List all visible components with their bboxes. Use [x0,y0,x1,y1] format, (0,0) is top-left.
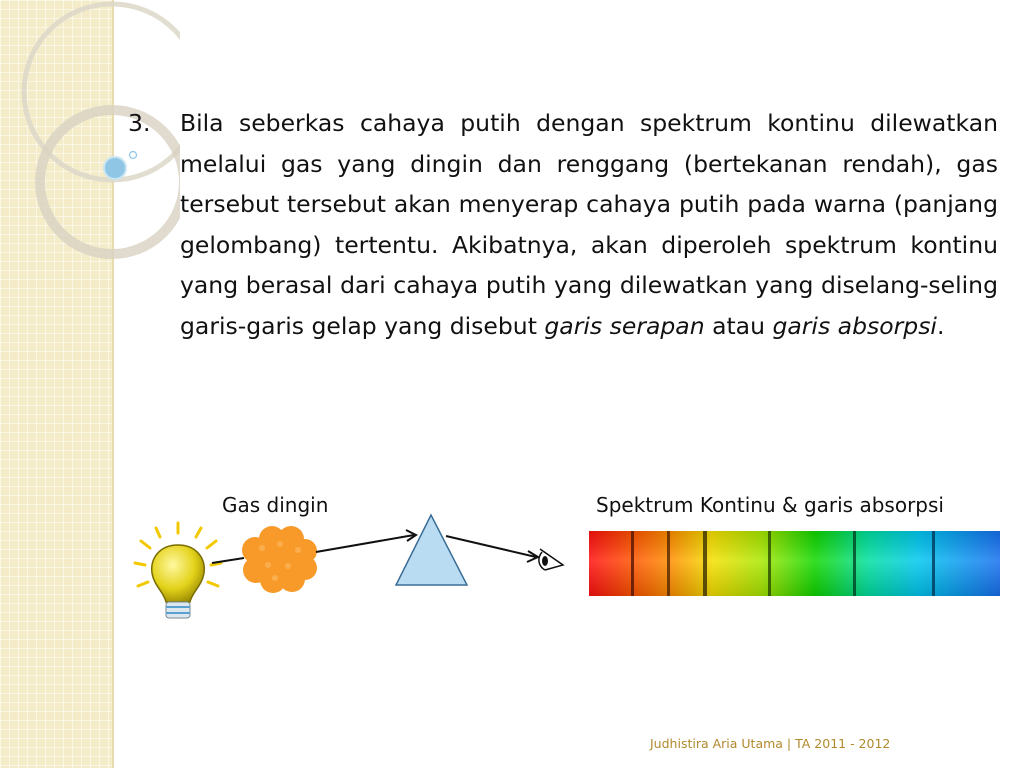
paragraph-lead: Bila seberkas cahaya putih dengan spektrum kontinu dilewatkan melalui gas yang dingin dan renggang (bertekanan rendah), gas tersebut tersebut akan menyerap cahaya putih pada warna (panjang gelombang) tertentu. Akibatnya, akan diperoleh spektrum kontinu yang berasal dari cahaya putih yang dilewatkan yang diselang-seling garis-garis gelap yang disebut [180,109,998,340]
light-beam-1 [212,558,244,563]
gas-cloud-icon [242,526,317,593]
paragraph-end: . [936,311,945,340]
gas-label: Gas dingin [222,493,329,517]
prism-icon [396,515,467,585]
eye-icon [539,549,563,570]
absorption-line [932,531,935,596]
footer-credit: Judhistira Aria Utama | TA 2011 - 2012 [650,736,891,751]
paragraph-connector: atau [704,311,773,340]
list-number: 3. [128,109,151,137]
absorption-line [667,531,670,596]
term-garis-serapan: garis serapan [544,311,705,340]
light-bulb-icon [135,523,221,618]
absorption-line [631,531,634,596]
light-beam-3 [446,536,536,557]
spectrum-shading [589,531,1000,596]
absorption-line [768,531,771,596]
absorption-line [703,531,707,596]
absorption-line [853,531,856,596]
absorption-spectrum [589,531,1000,596]
spectrum-label: Spektrum Kontinu & garis absorpsi [596,493,944,517]
light-beam-2 [316,535,414,552]
term-garis-absorpsi: garis absorpsi [772,311,937,340]
